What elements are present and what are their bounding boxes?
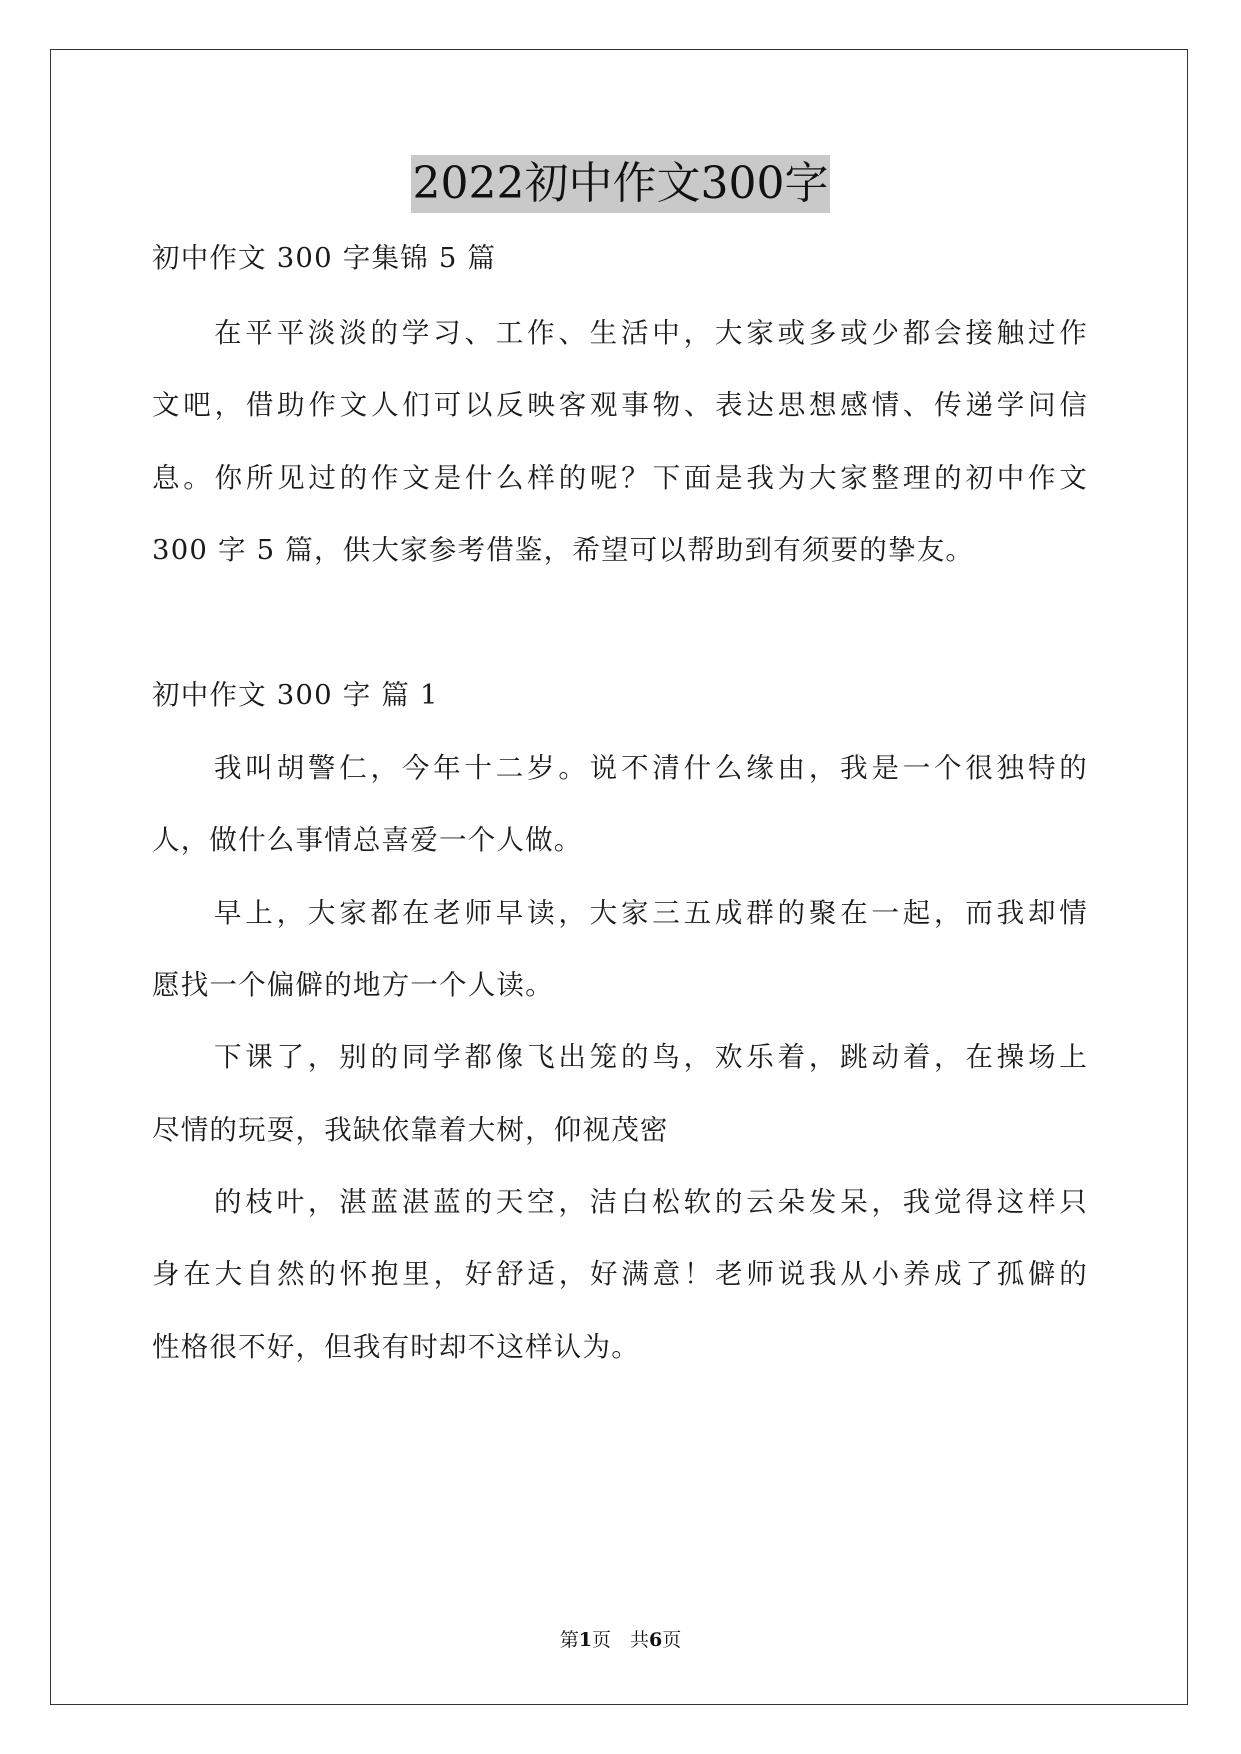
paragraph-line: 的枝叶，湛蓝湛蓝的天空，洁白松软的云朵发呆，我觉得这样只: [214, 1186, 1088, 1218]
footer-page-suffix: 页: [662, 1629, 682, 1651]
paragraph-line: 300 字 5 篇，供大家参考借鉴，希望可以帮助到有须要的挚友。: [152, 534, 975, 566]
paragraph-line: 在平平淡淡的学习、工作、生活中，大家或多或少都会接触过作: [214, 317, 1088, 349]
paragraph-line: 人，做什么事情总喜爱一个人做。: [152, 824, 583, 856]
paragraph-line: 身在大自然的怀抱里，好舒适，好满意！老师说我从小养成了孤僻的: [152, 1258, 1088, 1290]
paragraph-line: 尽情的玩耍，我缺依靠着大树，仰视茂密: [152, 1114, 669, 1146]
title-container: [0, 155, 1241, 213]
paragraph-line: 下课了，别的同学都像飞出笼的鸟，欢乐着，跳动着，在操场上: [214, 1041, 1088, 1073]
subtitle-line: 初中作文 300 字集锦 5 篇: [152, 242, 497, 274]
paragraph-line: 早上，大家都在老师早读，大家三五成群的聚在一起，而我却情: [214, 897, 1088, 929]
page-border: [50, 49, 1188, 1705]
footer-total-pages: 6: [649, 1629, 663, 1651]
section-heading: 初中作文 300 字 篇 1: [152, 679, 439, 711]
paragraph-line: 息。你所见过的作文是什么样的呢？下面是我为大家整理的初中作文: [152, 462, 1088, 494]
page-footer: [0, 1628, 1241, 1652]
paragraph-line: 愿找一个偏僻的地方一个人读。: [152, 969, 554, 1001]
paragraph-line: 性格很不好，但我有时却不这样认为。: [152, 1331, 640, 1363]
document-title: 2022初中作文300字: [411, 155, 831, 213]
paragraph-line: 文吧，借助作文人们可以反映客观事物、表达思想感情、传递学问信: [152, 389, 1088, 421]
footer-page-mid: 页 共: [591, 1629, 649, 1651]
paragraph-line: 我叫胡警仁，今年十二岁。说不清什么缘由，我是一个很独特的: [214, 752, 1088, 784]
footer-current-page: 1: [578, 1629, 592, 1651]
footer-page-prefix: 第: [559, 1629, 579, 1651]
